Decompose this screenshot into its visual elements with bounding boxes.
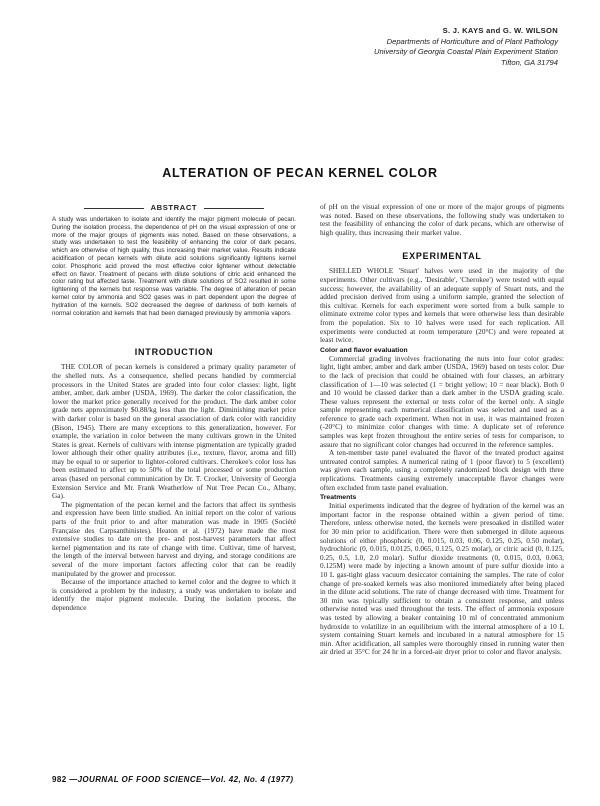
- page-footer: [52, 775, 293, 784]
- color-flavor-subheading: Color and flavor evaluation: [320, 346, 408, 354]
- treatments-subheading: Treatments: [320, 494, 357, 502]
- intro-continuation: of pH on the visual expression of one or more of the major groups of pigments was noted. Based on these observations, the following study was undertaken to test the feasibility of enhancing the color of dark pecans, which are otherwise of high quality, thus increasing their market value.: [320, 202, 564, 237]
- location: Tifton, GA 31794: [500, 57, 558, 67]
- experimental-paragraph-4: Initial experiments indicated that the degree of hydration of the kernel was an important factor in the response obtained within a given period of time. Therefore, unless otherwise noted, the kernels were presoaked in distilled water for 30 min prior to acidification. There were then submerged in dilute aqueous solutions of either phosphoric (0, 0.015, 0.03, 0.06, 0.125, 0.25, 0.50 molar), hydrochloric (0, 0.015, 0.0125, 0.065, 0.125, 0.25 molar), or citric acid (0, 0.125, 0.25, 0.5, 1.0, 2.0 molar). Sulfur dioxide treatments (0, 0.015, 0.03, 0.063, 0.125M) were made by injecting a known amount of pure sulfur dioxide into a 10 L gas-tight glass vacuum desiccator containing the samples. The rate of color change of pre-soaked kernels was also monitored immediately after being placed in the dilute acid solutions. The rate of change decreased with time. Treatment for 30 min was typically sufficient to obtain a consistent response, and unless otherwise noted was used throughout the tests. The effect of ammonia exposure was tested by allowing a beaker containing 10 ml of concentrated ammonium hydroxide to volatilize in an equilibrium with the internal atmosphere of a 10 L system containing Stuart kernels and incubated in a natural atmosphere for 15 min. After acidification, all samples were thoroughly rinsed in running water then air dried at 35°C for 24 hr in a forced-air dryer prior to color and flavor analysis.: [320, 501, 564, 657]
- intro-paragraph-2: The pigmentation of the pecan kernel and the factors that affect its synthesis and expression have been little studied. An initial report on the color of various parts of the fruit prior to and after maturation was made in 1905 (Société Française des Carpsanthinistes). Heaton et al. (1972) have made the most extensive studies to date on the pre- and post-harvest parameters that affect kernel pigmentation and its rate of change with time. Cultivar, time of harvest, the length of the interval between harvest and drying, and storage conditions are several of the more important factors affecting color that can be readily manipulated by the grower and processor.: [52, 499, 296, 578]
- experimental-heading: EXPERIMENTAL: [402, 251, 482, 262]
- affiliation-line2: University of Georgia Coastal Plain Experiment Station: [373, 47, 558, 56]
- abstract-rule-right: [204, 208, 264, 209]
- experimental-paragraph-1: SHELLED WHOLE 'Stuart' halves were used in the majority of the experiments. Other cultivars (e.g., 'Desirable', 'Cherokee') were tested with equal success; however, the availability of an adequate supply of Stuart nuts, and the added precision derived from using a uniform sample, granted the selection of this cultivar. Kernels for each experiment were sorted from a bulk sample to eliminate extreme color types and kernels that were otherwise less than desirable from the population. Six to 10 halves were used for each replication. All experiments were conducted at room temperature (20°C) and were repeated at least twice.: [320, 266, 564, 345]
- intro-paragraph-1: THE COLOR of pecan kernels is considered a primary quality parameter of the shelled nuts. As a consequence, shelled pecans handled by commercial processors in the United States are graded into four color classes: light, light amber, amber, dark amber (USDA, 1969). The darker the color classification, the lower the market price generally received for the product. The dark amber color grade nets approximately $0.88/kg less than the light. Diminishing market price with darker color is based on the general association of dark color with rancidity (Bison, 1945). There are many exceptions to this generalization, however. For example, the variation in color between the many cultivars grown in the United States is great. Kernels of cultivars with intense pigmentation are typically graded lower although their other quality attributes (i.e., texture, flavor, aroma and fill) may be equal to or superior to lighter-colored cultivars. Cherokee's color loss has been estimated to affect up to 50% of the total processed or some production areas (based on personal communication by Dr. T. Crocker, University of Georgia Extension Service and Mr. Frank Weatherlow of Nut Tree Pecan Co., Albany, Ga).: [52, 362, 296, 501]
- abstract-heading: ABSTRACT: [150, 203, 198, 212]
- experimental-paragraph-2: Commercial grading involves fractionating the nuts into four color grades: light, light amber, amber and dark amber (USDA, 1969) based on tests color. Due to the lack of precision that could be obtained with four classes, an arbitrary classification of 1—10 was selected (1 = bright yellow; 10 = near black). Both 0 and 10 would be classed darker than a dark amber in the USDA grading scale. These values represent the external or tests color of the kernel only. A single sample representing each numerical classification was selected and used as a reference to grade each experiment. When not in use, it was maintained frozen (-20°C) to minimize color changes with time. A duplicate set of reference samples was kept frozen throughout the entire series of tests for comparison, to assure that no significant color changes had occurred in the reference samples.: [320, 353, 564, 449]
- article-title: ALTERATION OF PECAN KERNEL COLOR: [162, 166, 438, 180]
- abstract-heading-row: [52, 203, 296, 212]
- authors: S. J. KAYS and G. W. WILSON: [442, 26, 558, 35]
- abstract-rule-left: [84, 208, 144, 209]
- journal-citation: —JOURNAL OF FOOD SCIENCE—Vol. 42, No. 4 (1977): [69, 775, 294, 784]
- abstract-text: A study was undertaken to isolate and identify the major pigment molecule of pecan. During the isolation process, the dependence of pH on the visual expression of one or more of the major groups of pigments was noted. Based on these observations, a study was undertaken to test the feasibility of enhancing the color of dark pecans, which are otherwise of high quality, thus increasing their market value. Results indicate acidification of pecan kernels with dilute acid solutions significantly lightens kernel color. Phosphoric acid proved the most effective color lightener without detectable effect on flavor. Treatment of pecans with dilute solutions of citric acid enhanced the color rating but affected taste. Treatment with dilute solutions of SO2 resulted in some lightening of the kernels but response was variable. The degree of alteration of pecan kernel color by ammonia and SO2 gases was in part dependent upon the degree of hydration of the kernels. SO2 decreased the degree of darkness of both kernels of normal coloration and kernels that had been damaged previously by ammonia vapors.: [52, 216, 296, 317]
- right-column: [320, 203, 564, 657]
- introduction-heading: INTRODUCTION: [134, 347, 214, 358]
- author-block: [374, 26, 558, 68]
- affiliation-line1: Departments of Horticulture and of Plant Pathology: [386, 36, 558, 46]
- experimental-paragraph-3: A ten-member taste panel evaluated the flavor of the treated product against untreated control samples. A numerical rating of 1 (poor flavor) to 5 (excellent) was given each sample, using a completely randomized block design with three replications. Treatments causing extremely unacceptable flavor changes were often excluded from taste panel evaluation.: [320, 448, 564, 492]
- left-column: [52, 216, 296, 613]
- intro-paragraph-3: Because of the importance attached to kernel color and the degree to which it is considered a problem by the industry, a study was undertaken to isolate and identify the major pigment molecule. During the isolation process, the dependence: [52, 577, 296, 612]
- page-number: 982: [52, 775, 67, 784]
